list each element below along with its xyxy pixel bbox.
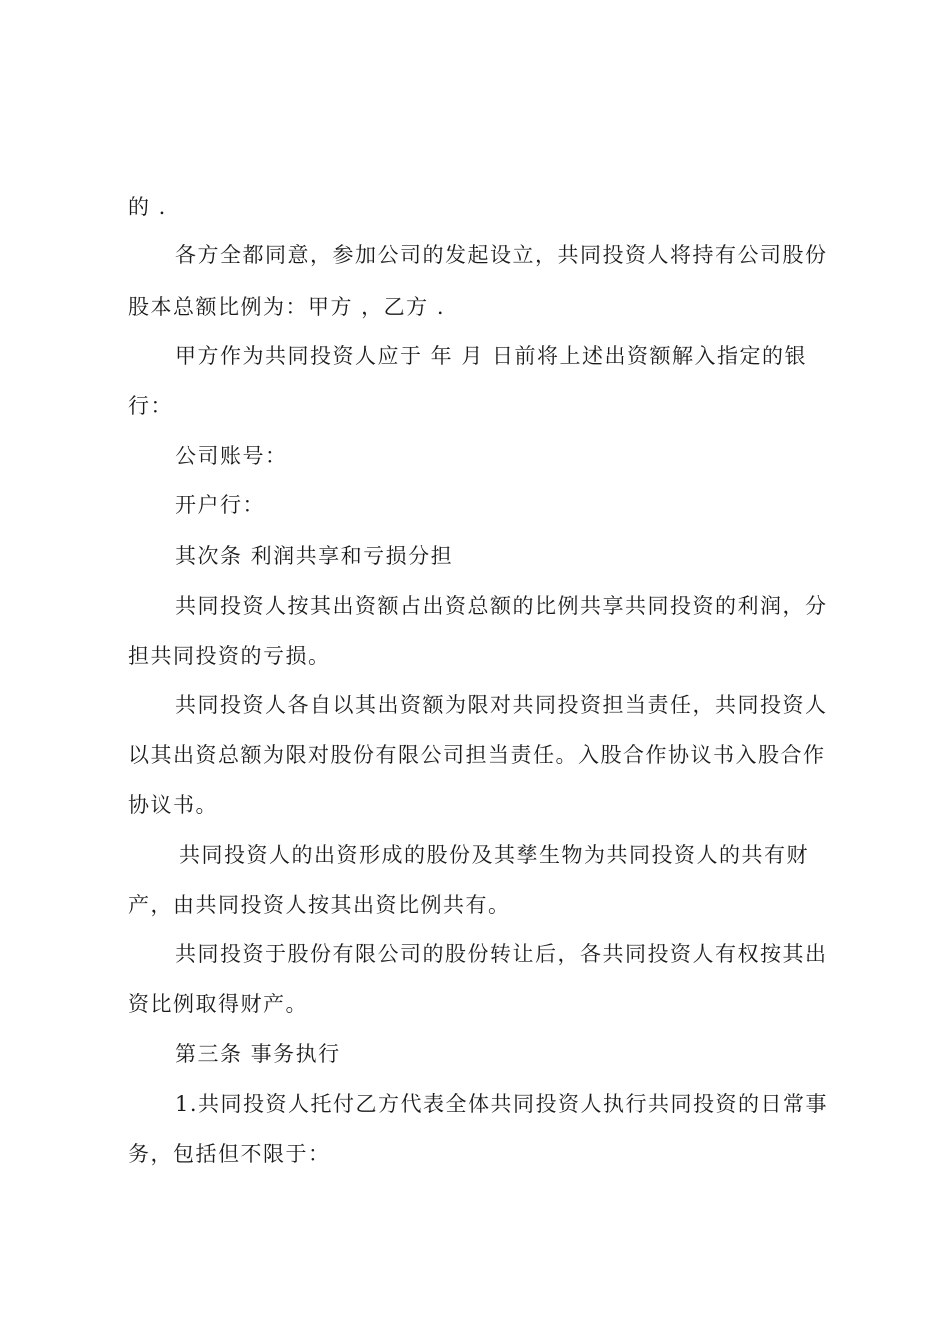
text-line: 务，包括但不限于： [128,1142,331,1166]
text-line: 共同投资人各自以其出资额为限对共同投资担当责任，共同投资人 [175,693,828,717]
text-line: 开户行： [175,493,265,517]
text-line: 共同投资人按其出资额占出资总额的比例共享共同投资的利润，分 [175,594,828,618]
text-line: 1.共同投资人托付乙方代表全体共同投资人执行共同投资的日常事 [175,1092,829,1116]
text-line: 共同投资人的出资形成的股份及其孳生物为共同投资人的共有财 [179,843,809,867]
text-line: 资比例取得财产。 [128,992,308,1016]
text-line: 的 . [128,195,167,219]
text-line: 股本总额比例为：甲方 ，乙方 . [128,295,446,319]
text-line: 协议书。 [128,793,218,817]
text-line: 甲方作为共同投资人应于 年 月 日前将上述出资额解入指定的银 [175,344,808,368]
text-line: 担共同投资的亏损。 [128,644,331,668]
text-line: 共同投资于股份有限公司的股份转让后，各共同投资人有权按其出 [175,942,828,966]
text-line: 各方全都同意，参加公司的发起设立，共同投资人将持有公司股份 [175,243,828,267]
text-line: 产，由共同投资人按其出资比例共有。 [128,893,511,917]
text-line: 公司账号： [175,444,288,468]
section-heading: 其次条 利润共享和亏损分担 [175,544,454,568]
section-heading: 第三条 事务执行 [175,1042,341,1066]
text-line: 行： [128,394,173,418]
text-line: 以其出资总额为限对股份有限公司担当责任。入股合作协议书入股合作 [128,743,826,767]
